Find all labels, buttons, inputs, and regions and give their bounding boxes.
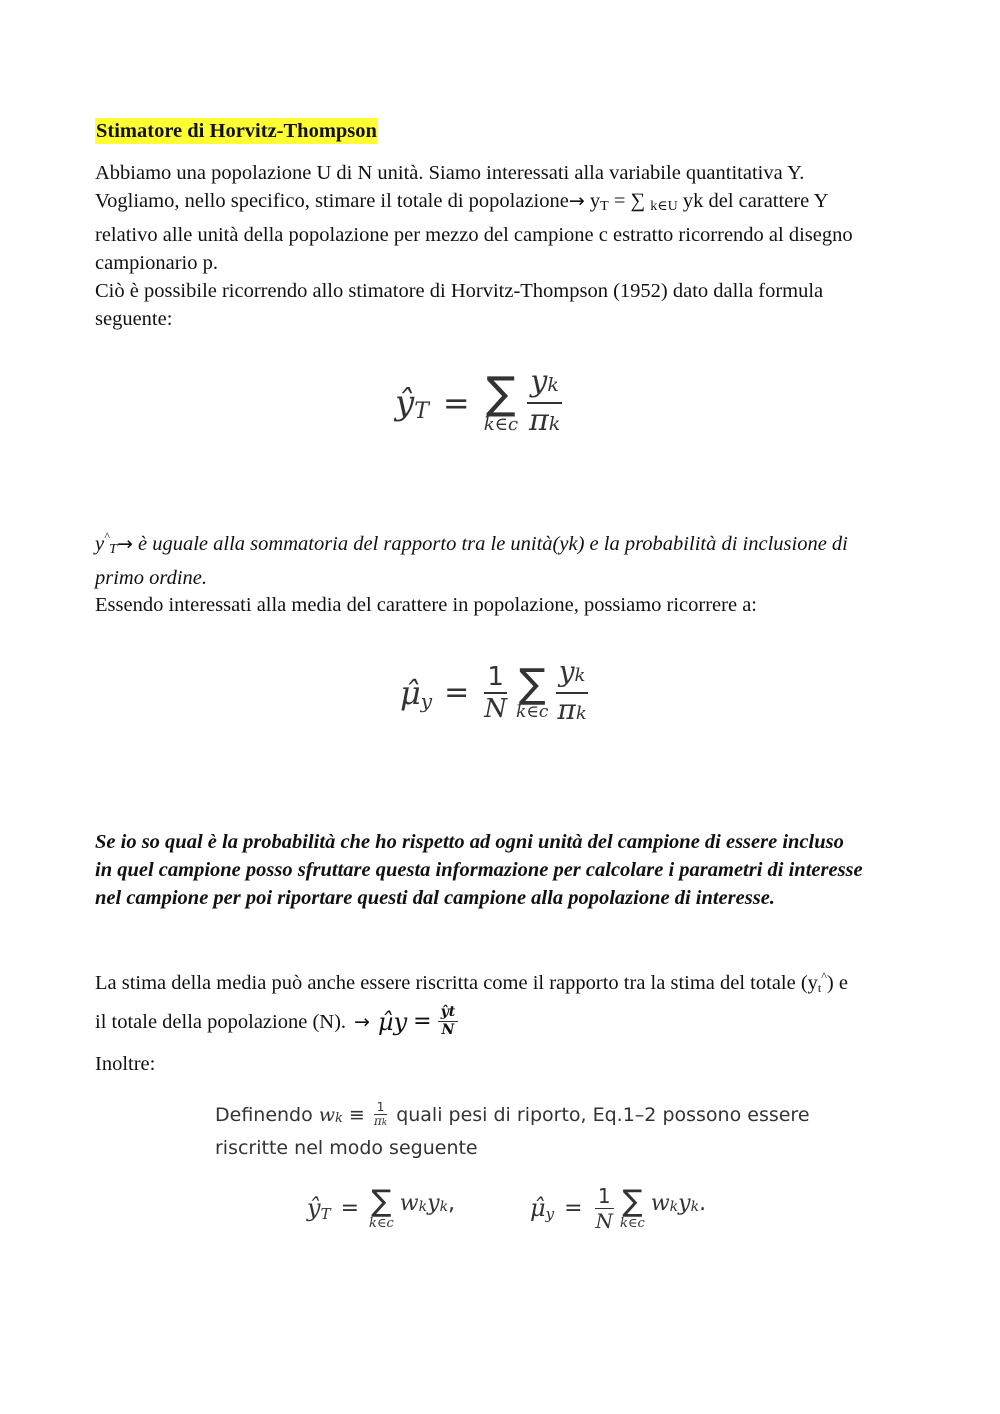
formula-horvitz-thompson-total: ŷ T = ∑ k∈c $\frac{yk}{\pi k}$	[395, 363, 561, 438]
formula-weighted-total: ŷ T = ∑ k∈c w k y k ,	[307, 1183, 456, 1231]
arrow-icon: →	[116, 533, 133, 555]
arrow-icon: →	[354, 1010, 370, 1033]
intro-line-2: Vogliamo, nello specifico, stimare il totale di popolazione→ $y_T$ = ∑ $_{k\in U}$ yk del carattere Y	[95, 190, 829, 214]
moreover-label: Inoltre:	[95, 1053, 156, 1075]
mean-ratio-paragraph: La stima della media può anche essere riscritta come il rapporto tra la stima del totale (yt^) e il totale della popolazione (N). → µ̂ y = $\frac{ŷt}{N}$	[95, 969, 848, 1038]
estimator-explanation: $y^{\^{}}_T\to$ è uguale alla sommatoria del rapporto tra le unità(yk) e la probabilità di inclusione di primo ordine.	[95, 529, 848, 589]
formula-mean-estimator: μ̂ y = $\frac{1}{N}$ ∑ k∈c $\frac{yk}{\pi k}$	[400, 654, 587, 726]
intro-line-6: seguente:	[95, 308, 173, 330]
key-insight-paragraph: Se io so qual è la probabilità che ho rispetto ad ogni unità del campione di essere incluso in quel campione posso sfruttare questa informazione per calcolare i parametri di interesse nel campione per poi riportare questi dal campione alla popolazione di interesse.	[95, 831, 863, 909]
intro-line-1: Abbiamo una popolazione U di N unità. Siamo interessati alla variabile quantitativa Y.	[95, 162, 805, 184]
intro-line-5: Ciò è possibile ricorrendo allo stimatore di Horvitz-Thompson (1952) dato dalla formula	[95, 280, 824, 302]
intro-line-3: relativo alle unità della popolazione per mezzo del campione c estratto ricorrendo al disegno	[95, 224, 853, 246]
intro-paragraph	[95, 159, 925, 333]
arrow-icon: →	[568, 190, 585, 212]
formula-weighted-mean: μ̂ y = $\frac{1}{N}$ ∑ k∈c w k y k .	[530, 1183, 707, 1233]
mean-intro: Essendo interessati alla media del carattere in popolazione, possiamo ricorrere a:	[95, 594, 757, 616]
weights-excerpt: Definendo w k ≡ $\frac{1}{\pi k}$ quali pesi di riporto, Eq.1–2 possono essere riscritte nel modo seguente ŷ T = ∑ k∈c w k y k , μ̂ y = $\frac{1}{N}$ ∑ k∈c w k y k .	[215, 1096, 815, 1241]
intro-line-4: campionario p.	[95, 252, 218, 274]
section-heading: Stimatore di Horvitz-Thompson	[96, 120, 377, 142]
